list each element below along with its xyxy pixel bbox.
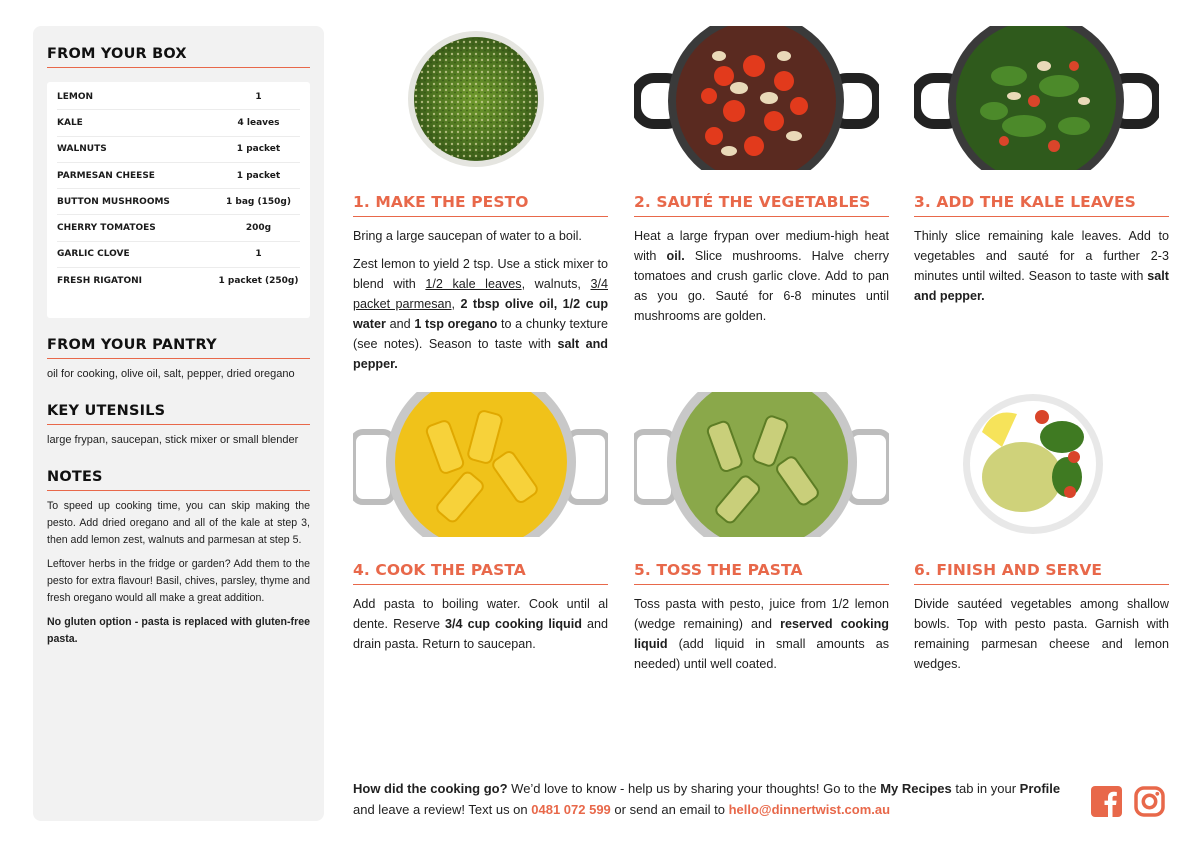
profile-link[interactable]: Profile — [1019, 781, 1061, 796]
pantry-text: oil for cooking, olive oil, salt, pepper, dried oregano — [47, 368, 295, 380]
utensils-heading: KEY UTENSILS — [47, 403, 310, 425]
kale-pan-image — [914, 26, 1159, 170]
ingredient-name: KALE — [57, 117, 83, 128]
from-box-heading: FROM YOUR BOX — [47, 46, 310, 68]
table-row — [57, 242, 300, 268]
table-row — [57, 163, 300, 189]
table-row — [57, 215, 300, 241]
email-link[interactable]: hello@dinnertwist.com.au — [728, 802, 891, 817]
seasoning: salt and pepper. — [914, 269, 1169, 303]
step-1-body — [353, 226, 608, 374]
step-5-paragraph — [634, 594, 889, 674]
note-paragraph: No gluten option - pasta is replaced with gluten-free pasta. — [47, 616, 310, 645]
tossed-pasta-image — [634, 392, 889, 537]
text: and drain pasta. Return to saucepan. — [353, 617, 608, 651]
utensils-section — [47, 403, 310, 449]
step-6-body — [914, 594, 1169, 674]
pantry-section — [47, 337, 310, 383]
table-row — [57, 84, 300, 110]
ingredients-table — [47, 82, 310, 318]
text: , — [451, 297, 461, 311]
note-paragraph: Leftover herbs in the fridge or garden? Add them to the pesto for extra flavour! Basil, chives, parsley, thyme and fresh oregano would all make a great addition. — [47, 558, 310, 604]
step-2 — [634, 193, 889, 334]
instagram-icon[interactable] — [1134, 786, 1165, 817]
ingredient-qty: 1 — [255, 249, 262, 260]
ingredient-qty: 1 bag (150g) — [226, 196, 291, 207]
ingredient-name: GARLIC CLOVE — [57, 249, 130, 260]
serving-bowl-image — [962, 392, 1104, 537]
text: Thinly slice remaining kale leaves. Add to vegetables and sauté for a further 2-3 minutes until wilted. Season to taste with — [914, 229, 1169, 283]
text: Zest lemon to yield 2 tsp. Use a stick mixer to blend with — [353, 257, 608, 291]
text: Slice mushrooms. Halve cherry tomatoes and crush garlic clove. Add to pan as you go. Sauté for 6-8 minutes until mushrooms are golden. — [634, 249, 889, 323]
table-row — [57, 137, 300, 163]
ingredient-name: LEMON — [57, 91, 94, 102]
my-recipes-link[interactable]: My Recipes — [880, 781, 952, 796]
pasta-pot-image — [353, 392, 608, 537]
ingredient-name: BUTTON MUSHROOMS — [57, 196, 170, 207]
step-6-title: 6. FINISH AND SERVE — [914, 561, 1169, 585]
step-1-paragraph-2 — [353, 254, 608, 374]
table-row — [57, 268, 300, 294]
step-1-paragraph-1: Bring a large saucepan of water to a boil. — [353, 229, 582, 243]
ingredient-qty: 4 leaves — [237, 117, 280, 128]
step-5-body — [634, 594, 889, 674]
oil: oil. — [666, 249, 685, 263]
ingredient-qty: 1 packet (250g) — [218, 276, 299, 287]
step-2-title: 2. SAUTÉ THE VEGETABLES — [634, 193, 889, 217]
text: Toss pasta with pesto, juice from 1/2 lemon (wedge remaining) and — [634, 597, 889, 631]
text: Add pasta to boiling water. Cook until al dente. Reserve — [353, 597, 608, 631]
table-row — [57, 110, 300, 136]
table-row — [57, 189, 300, 215]
step-4 — [353, 561, 608, 662]
step-2-paragraph — [634, 226, 889, 326]
pesto-bowl-image — [408, 28, 544, 170]
text: , walnuts, — [521, 277, 591, 291]
text: and leave a review! Text us on — [353, 802, 532, 817]
parmesan-amount: 3/4 packet parmesan — [353, 277, 608, 311]
notes-section — [47, 469, 310, 648]
ingredient-qty: 1 packet — [236, 144, 281, 155]
ingredient-name: PARMESAN CHEESE — [57, 170, 155, 181]
step-3-paragraph — [914, 226, 1169, 306]
step-2-body — [634, 226, 889, 326]
pantry-heading: FROM YOUR PANTRY — [47, 337, 310, 359]
step-6-paragraph: Divide sautéed vegetables among shallow bowls. Top with pesto pasta. Garnish with remaining parmesan cheese and lemon wedges. — [914, 597, 1169, 671]
facebook-icon[interactable] — [1091, 786, 1122, 817]
ingredient-qty: 200g — [245, 223, 272, 234]
feedback-footer — [353, 778, 1073, 820]
saute-pan-image — [634, 26, 879, 170]
oil-water-amount: 2 tbsp olive oil, 1/2 cup water — [353, 297, 609, 331]
step-1 — [353, 193, 608, 382]
notes-body — [47, 498, 310, 648]
ingredient-name: WALNUTS — [57, 144, 107, 155]
cooking-liquid: 3/4 cup cooking liquid — [445, 617, 582, 631]
text: Heat a large frypan over medium-high heat with — [634, 229, 889, 263]
note-paragraph: To speed up cooking time, you can skip making the pesto. Add dried oregano and all of the kale at step 3, then add lemon zest, walnuts and parmesan at step 5. — [47, 500, 310, 546]
text: or send an email to — [610, 802, 729, 817]
utensils-text: large frypan, saucepan, stick mixer or small blender — [47, 434, 299, 446]
step-4-title: 4. COOK THE PASTA — [353, 561, 608, 585]
kale-amount: 1/2 kale leaves — [425, 277, 522, 291]
step-1-title: 1. MAKE THE PESTO — [353, 193, 608, 217]
step-5-title: 5. TOSS THE PASTA — [634, 561, 889, 585]
feedback-question: How did the cooking go? — [353, 781, 508, 796]
phone-number[interactable]: 0481 072 599 — [531, 802, 611, 817]
oregano-amount: 1 tsp oregano — [414, 317, 498, 331]
step-3 — [914, 193, 1169, 314]
ingredient-qty: 1 — [255, 91, 262, 102]
seasoning: salt and pepper. — [353, 337, 608, 371]
ingredient-name: CHERRY TOMATOES — [57, 223, 156, 234]
reserved-liquid: reserved cooking liquid — [634, 617, 889, 651]
text: (add liquid in small amounts as needed) until well coated. — [634, 637, 889, 671]
text: to a chunky texture (see notes). Season to taste with — [353, 317, 608, 351]
step-3-title: 3. ADD THE KALE LEAVES — [914, 193, 1169, 217]
text: We’d love to know - help us by sharing your thoughts! Go to the — [507, 781, 881, 796]
sidebar — [33, 26, 324, 821]
ingredient-name: FRESH RIGATONI — [57, 276, 142, 287]
step-3-body — [914, 226, 1169, 306]
ingredient-qty: 1 packet — [236, 170, 281, 181]
step-6 — [914, 561, 1169, 682]
text: tab in your — [951, 781, 1020, 796]
step-4-paragraph — [353, 594, 608, 654]
step-5 — [634, 561, 889, 682]
step-4-body — [353, 594, 608, 654]
notes-heading: NOTES — [47, 469, 310, 491]
text: and — [385, 317, 415, 331]
